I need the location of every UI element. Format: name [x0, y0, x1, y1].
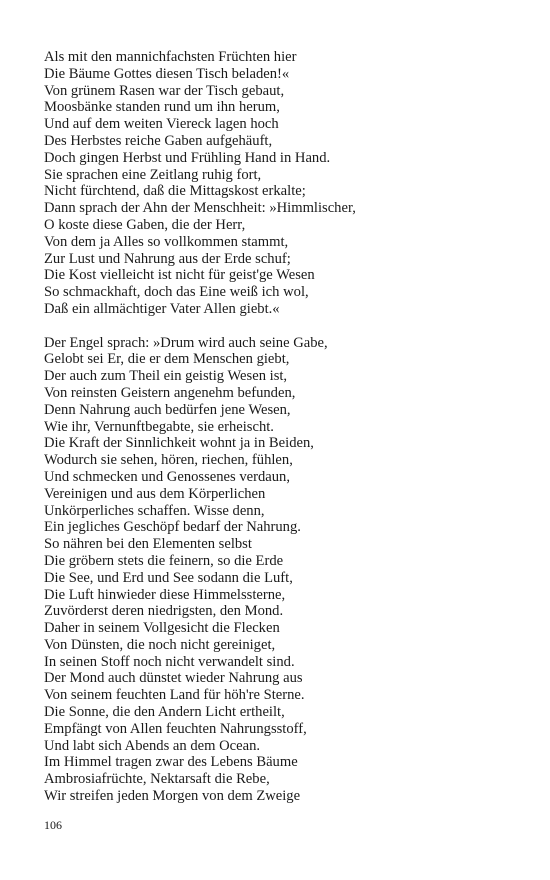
- verse-line: Der Engel sprach: »Drum wird auch seine Gabe,: [44, 334, 328, 351]
- verse-line: Von seinem feuchten Land für höh're Sterne.: [44, 687, 305, 704]
- verse-line: Wir streifen jeden Morgen von dem Zweige: [44, 788, 301, 805]
- verse-line: Die See, und Erd und See sodann die Luft,: [44, 569, 293, 586]
- verse-line: Von grünem Rasen war der Tisch gebaut,: [44, 82, 285, 99]
- verse-line: Des Herbstes reiche Gaben aufgehäuft,: [44, 132, 273, 149]
- verse-line: Die Luft hinwieder diese Himmelssterne,: [44, 586, 286, 603]
- verse-line: Die Kost vielleicht ist nicht für geist'ge Wesen: [44, 267, 315, 284]
- verse-line: Und schmecken und Genossenes verdaun,: [44, 468, 290, 485]
- verse-line: In seinen Stoff noch nicht verwandelt sind.: [44, 653, 295, 670]
- verse-line: Von reinsten Geistern angenehm befunden,: [44, 384, 296, 401]
- stanza-1: [44, 49, 514, 318]
- verse-line: Doch gingen Herbst und Frühling Hand in Hand.: [44, 149, 331, 166]
- verse-line: O koste diese Gaben, die der Herr,: [44, 216, 246, 233]
- verse-line: Denn Nahrung auch bedürfen jene Wesen,: [44, 401, 291, 418]
- verse-line: Von dem ja Alles so vollkommen stammt,: [44, 233, 289, 250]
- verse-line: Sie sprachen eine Zeitlang ruhig fort,: [44, 166, 262, 183]
- verse-line: Nicht fürchtend, daß die Mittagskost erkalte;: [44, 183, 306, 200]
- verse-line: Daher in seinem Vollgesicht die Flecken: [44, 620, 280, 637]
- verse-line: Die Kraft der Sinnlichkeit wohnt ja in Beiden,: [44, 435, 314, 452]
- verse-line: Die Sonne, die den Andern Licht ertheilt,: [44, 704, 285, 721]
- verse-line: Wie ihr, Vernunftbegabte, sie erheischt.: [44, 418, 274, 435]
- verse-line: Ein jegliches Geschöpf bedarf der Nahrung.: [44, 519, 301, 536]
- verse-line: Dann sprach der Ahn der Menschheit: »Himmlischer,: [44, 200, 356, 217]
- verse-line: Der auch zum Theil ein geistig Wesen ist,: [44, 368, 288, 385]
- verse-line: Und auf dem weiten Viereck lagen hoch: [44, 116, 279, 133]
- verse-line: Gelobt sei Er, die er dem Menschen giebt,: [44, 351, 290, 368]
- verse-line: Von Dünsten, die noch nicht gereiniget,: [44, 636, 276, 653]
- stanza-2: [44, 335, 514, 805]
- verse-line: Ambrosiafrüchte, Nektarsaft die Rebe,: [44, 771, 270, 788]
- verse-line: Zur Lust und Nahrung aus der Erde schuf;: [44, 250, 291, 267]
- verse-line: Zuvörderst deren niedrigsten, den Mond.: [44, 603, 284, 620]
- verse-line: So nähren bei den Elementen selbst: [44, 536, 252, 553]
- verse-line: Im Himmel tragen zwar des Lebens Bäume: [44, 754, 298, 771]
- verse-line: Vereinigen und aus dem Körperlichen: [44, 485, 266, 502]
- verse-line: Die Bäume Gottes diesen Tisch beladen!«: [44, 65, 290, 82]
- verse-line: Moosbänke standen rund um ihn herum,: [44, 99, 280, 116]
- verse-line: Daß ein allmächtiger Vater Allen giebt.«: [44, 300, 280, 317]
- poem-text: [44, 49, 514, 805]
- verse-line: Die gröbern stets die feinern, so die Erde: [44, 552, 284, 569]
- verse-line: Der Mond auch dünstet wieder Nahrung aus: [44, 670, 303, 687]
- verse-line: Und labt sich Abends an dem Ocean.: [44, 737, 261, 754]
- verse-line: Empfängt von Allen feuchten Nahrungsstoff,: [44, 720, 307, 737]
- verse-line: Als mit den mannichfachsten Früchten hier: [44, 49, 297, 65]
- verse-line: So schmackhaft, doch das Eine weiß ich wol,: [44, 284, 309, 301]
- verse-line: Unkörperliches schaffen. Wisse denn,: [44, 502, 265, 519]
- verse-line: Wodurch sie sehen, hören, riechen, fühlen,: [44, 452, 293, 469]
- page-number: 106: [44, 818, 62, 832]
